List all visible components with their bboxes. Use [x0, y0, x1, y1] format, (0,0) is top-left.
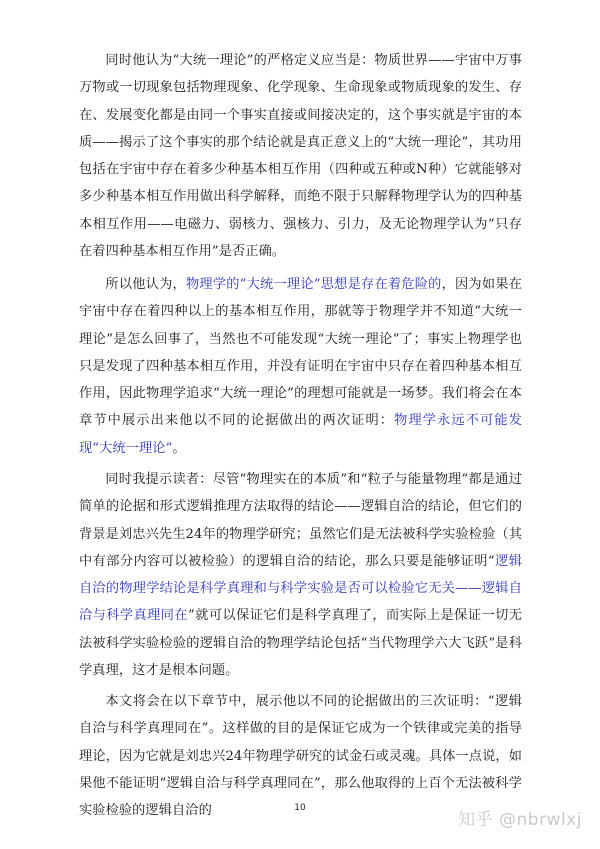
paragraph-1: [79, 47, 522, 265]
paragraph-1-segment-1: 同时他认为“大统一理论”的严格定义应当是：物质世界——宇宙中万事万物或一切现象包括物理现象、化学现象、生命现象或物质现象的发生、存在、发展变化都是由同一个事实直接或间接决定的，这个事实就是宇宙的本质——揭示了这个事实的那个结论就是真正意义上的“大统一理论”，其功用包括在宇宙中存在着多少种基本相互作用（四种或五种或N种）它就能够对多少种基本相互作用做出科学解释，而绝不限于只解释物理学认为的四种基本相互作用——电磁力、弱核力、强核力、引力，及无论物理学认为“只存在着四种基本相互作用”是否正确。: [79, 53, 522, 260]
paragraph-2-segment-5: 。: [172, 440, 186, 456]
paragraph-2-highlight-2: 物理学永远不可能发现“大统一理论”: [79, 413, 522, 456]
paragraph-2: [79, 271, 522, 462]
paragraph-3-highlight-1: 逻辑自洽的物理学结论是科学真理和与科学实验是否可以检验它无关——逻辑自洽与科学真理同在: [79, 553, 522, 624]
paragraph-2-highlight-1: 物理学的“大统一理论”思想是存在着危险的: [185, 277, 442, 292]
paragraph-2-segment-1: 所以他认为，: [105, 277, 186, 292]
paragraph-2-segment-3: ，因为如果在宇宙中存在着四种以上的基本相互作用，那就等于物理学并不知道“大统一理论”是怎么回事了，当然也不可能发现“大统一理论”了；事实上物理学也只是发现了四种基本相互作用，并没有证明在宇宙中只存在着四种基本相互作用，因此物理学追求“大统一理论”的理想可能就是一场梦。我们将会在本章节中展示出来他以不同的论据做出的两次证明：: [79, 277, 522, 429]
paragraph-3-segment-1: 同时我提示读者：尽管“物理实在的本质”和“粒子与能量物理”都是通过简单的论据和形式逻辑推理方法取得的结论——逻辑自洽的结论，但它们的背景是刘忠兴先生24年的物理学研究；虽然它们是无法被科学实验检验（其中有部分内容可以被检验）的逻辑自洽的结论，那么只要是能够证明“: [79, 472, 522, 569]
watermark: 知乎 @nbrwlxj: [458, 810, 582, 830]
page-number: 10: [294, 803, 306, 813]
paragraph-3-segment-3: ”就可以保证它们是科学真理了，而实际上是保证一切无法被科学实验检验的逻辑自洽的物理学结论包括“当代物理学六大飞跃”是科学真理，这才是根本问题。: [79, 608, 522, 679]
paragraph-4-segment-1: 本文将会在以下章节中，展示他以不同的论据做出的三次证明：“逻辑自洽与科学真理同在”。这样做的目的是保证它成为一个铁律或完美的指导理论，因为它就是刘忠兴24年物理学研究的试金石或灵魂。具体一点说，如果他不能证明“逻辑自洽与科学真理同在”，那么他取得的上百个无法被科学实验检验的逻辑自洽的: [79, 694, 522, 819]
paragraph-3: [79, 466, 522, 684]
